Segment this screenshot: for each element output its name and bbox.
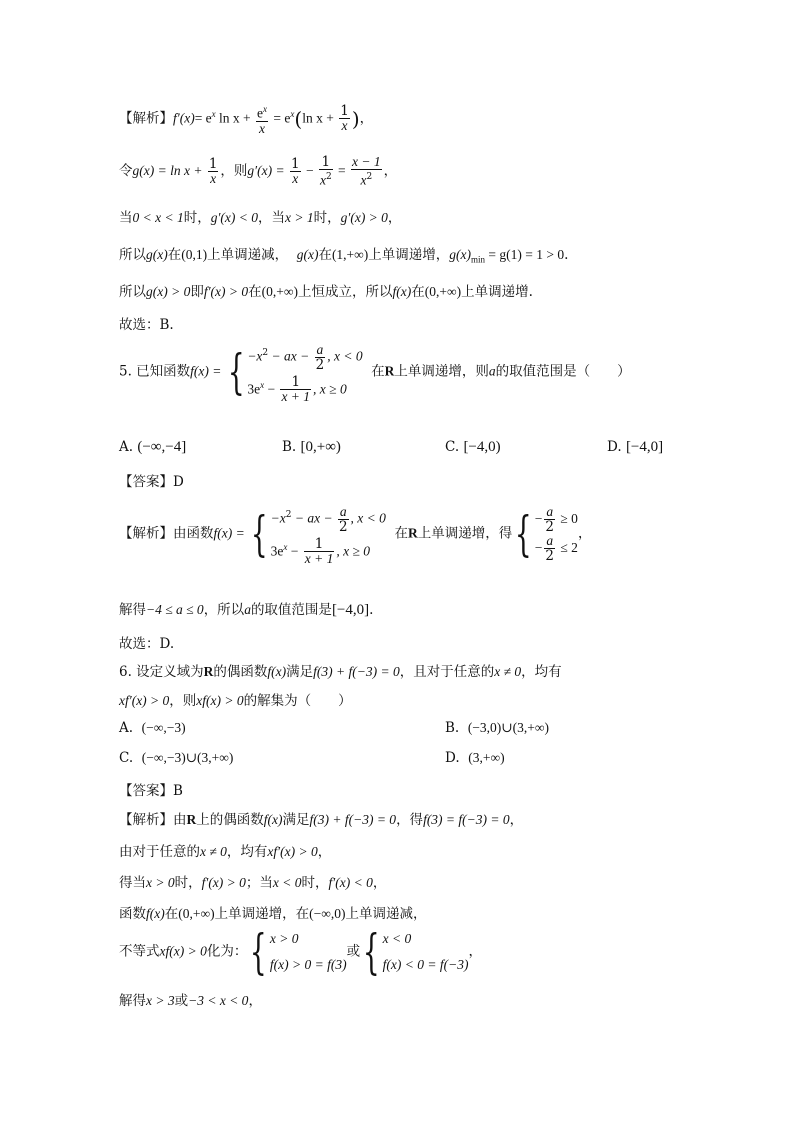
solution-5-result	[119, 598, 373, 619]
fraction: $\frac{1}{x^2}$	[319, 154, 332, 188]
fraction: $\frac{1}{x}$	[290, 155, 300, 186]
math: x ≠ 0	[200, 844, 227, 859]
solution-6-line-5	[119, 926, 482, 978]
text: ，	[317, 844, 332, 860]
punct: ，	[359, 110, 374, 127]
solution-line-derivative-f	[119, 102, 373, 136]
text: 上的偶函数	[196, 812, 264, 828]
left-brace: {	[250, 924, 268, 980]
text: ，所以	[203, 602, 245, 618]
text: 上单调递增.	[461, 284, 533, 300]
text: ；当	[245, 875, 273, 891]
math: f(x)	[267, 664, 287, 679]
analysis-label: 【解析】	[119, 110, 173, 127]
exp2: x	[290, 108, 295, 119]
text: 在	[164, 906, 179, 922]
text: 上单调递增，则	[394, 363, 489, 380]
minus: −	[302, 162, 317, 178]
text: 上单调递减，	[207, 247, 289, 263]
math: f(x) =	[190, 363, 225, 379]
text: 6. 设定义域为	[119, 664, 204, 680]
solution-line-monotonic-g	[119, 243, 568, 265]
lnx: ln x +	[215, 110, 255, 126]
option-b[interactable]	[282, 439, 341, 456]
answer-label: 【答案】B	[119, 783, 183, 799]
text: 函数	[119, 906, 146, 922]
math: f(3) + f(−3) = 0	[309, 812, 397, 827]
text: 即	[190, 284, 204, 300]
text: 上单调递减，	[345, 906, 427, 922]
subscript: min	[471, 254, 486, 265]
gprime: g′(x) =	[247, 162, 288, 178]
text: 或	[346, 943, 361, 960]
option-letter: B.	[445, 720, 460, 736]
text: 在	[318, 247, 332, 263]
paren: (	[294, 106, 303, 131]
option-letter: A.	[119, 720, 134, 736]
option-value: [−4,0]	[625, 439, 664, 455]
math: g(x)	[449, 247, 472, 262]
option-a[interactable]	[119, 720, 186, 736]
option-letter: C.	[445, 439, 460, 455]
option-value: (−∞,−4]	[137, 439, 187, 455]
text: 时，	[301, 875, 329, 891]
solution-6-line-3	[119, 871, 386, 891]
math: g(x)	[146, 247, 168, 262]
option-value: (−3,0)∪(3,+∞)	[467, 720, 549, 735]
math: f(x)	[146, 906, 165, 921]
text: .	[564, 247, 569, 263]
math: x > 1	[285, 210, 314, 225]
option-d[interactable]	[445, 750, 505, 766]
math: g′(x) > 0	[340, 210, 388, 225]
math: xf′(x) > 0	[267, 844, 318, 859]
math: 0 < x < 1	[132, 210, 184, 225]
math: (1,+∞)	[331, 247, 369, 262]
option-c[interactable]	[119, 750, 233, 766]
option-value: (−∞,−3)	[141, 720, 186, 735]
text: ，	[387, 210, 402, 226]
option-c[interactable]	[445, 439, 501, 456]
math: g(x) > 0	[146, 284, 191, 299]
math: (0,+∞)	[178, 906, 215, 921]
math: (0,1)	[181, 247, 208, 262]
solution-line-sign-gprime	[119, 206, 401, 226]
math: −3 < x < 0	[188, 993, 249, 1008]
text: ，	[248, 993, 262, 1009]
text: ，则	[169, 693, 197, 709]
fraction: $\frac{x - 1}{x^2}$	[352, 154, 381, 188]
text: 的偶函数	[213, 664, 268, 680]
real-set: R	[203, 664, 214, 679]
left-brace: {	[362, 924, 380, 980]
solution-6-line-2	[119, 840, 331, 860]
text: 上恒成立，所以	[298, 284, 393, 300]
text: 化为：	[206, 943, 248, 960]
left-brace: {	[250, 506, 268, 562]
left-brace: {	[227, 344, 245, 400]
math: g′(x) < 0	[210, 210, 259, 225]
math: a	[488, 363, 496, 379]
text: 时，	[174, 875, 202, 891]
g-def: g(x) = ln x +	[132, 162, 206, 178]
system-cases: x < 0 f(x) < 0 = f(−3)	[382, 931, 469, 972]
text: 在	[167, 247, 182, 263]
text: 上单调递增，得	[417, 525, 513, 542]
math: x ≠ 0	[494, 664, 522, 679]
exp: x	[211, 108, 216, 119]
math: g(x)	[296, 247, 319, 262]
text: ，	[372, 875, 387, 891]
text: 在	[371, 363, 385, 380]
text: 所以	[119, 284, 146, 300]
solution-6-line-1	[119, 808, 523, 828]
math: f(x)	[392, 284, 412, 299]
math: (0,+∞)	[424, 284, 462, 299]
text: ，当	[258, 210, 286, 226]
text: 上单调递增，	[368, 247, 450, 263]
paren: )	[351, 106, 360, 131]
text: .	[369, 602, 374, 618]
math: f′(x) > 0	[201, 875, 246, 890]
option-value: [0,+∞)	[300, 439, 341, 455]
math: f(3) + f(−3) = 0	[313, 664, 400, 679]
option-d[interactable]	[607, 439, 663, 456]
math: f(x)	[263, 812, 283, 827]
math: f′(x) > 0	[203, 284, 249, 299]
option-letter: B.	[282, 439, 297, 455]
text: 解得	[119, 993, 146, 1009]
eq2: = e	[270, 110, 291, 126]
option-letter: C.	[119, 750, 134, 766]
text: 不等式	[119, 943, 160, 960]
text: 或	[174, 993, 189, 1009]
solution-line-conclusion-f	[119, 280, 533, 300]
math: xf′(x) > 0	[119, 693, 170, 708]
text: 时，	[313, 210, 341, 226]
math: a	[244, 602, 251, 617]
option-value: [−4,0)	[463, 439, 501, 455]
text: 满足	[286, 664, 314, 680]
option-value: (3,+∞)	[468, 750, 505, 765]
math: xf(x) > 0	[159, 943, 207, 959]
piecewise-cases: $-x^2$ − ax − $\frac{a}{2}$ , x < 0 $3e^x$ − $\frac{1}{x + 1}$ , x ≥ 0	[247, 341, 363, 404]
text: ，均有	[521, 664, 562, 680]
answer-choice-line: 故选：B.	[119, 317, 174, 333]
text: 的取值范围是	[250, 602, 332, 618]
text: ，	[509, 812, 524, 828]
math: x > 0	[146, 875, 175, 890]
math: xf(x) > 0	[196, 693, 244, 708]
system-cases: x > 0 f(x) > 0 = f(3)	[269, 931, 347, 972]
left-brace: {	[515, 506, 532, 562]
text: 在	[248, 284, 262, 300]
question-number: 5. 已知函数	[119, 363, 191, 380]
solution-6-line-6	[119, 989, 262, 1009]
real-set: R	[384, 363, 395, 379]
question-6-cont	[119, 689, 352, 709]
math: (0,+∞)	[261, 284, 298, 299]
text: 满足	[282, 812, 310, 828]
real-set: R	[408, 525, 418, 541]
option-value: (−∞,−3)∪(3,+∞)	[141, 750, 234, 765]
option-letter: D.	[607, 439, 622, 455]
math: f(x) =	[213, 525, 249, 541]
text: 的取值范围是（ ）	[495, 363, 631, 380]
text: ，得	[396, 812, 424, 828]
math: f′(x) < 0	[328, 875, 373, 890]
math: −4 ≤ a ≤ 0	[146, 602, 204, 617]
math: x < 0	[272, 875, 302, 890]
solution-5	[119, 502, 591, 566]
text: 【解析】由	[119, 812, 187, 828]
math: (−∞,0)	[309, 906, 346, 921]
math: x > 3	[146, 993, 175, 1008]
text: 所以	[119, 247, 146, 263]
system-cases: − $\frac{a}{2}$ ≥ 0 − $\frac{a}{2}$ ≤ 2	[534, 504, 578, 564]
text: 解得	[119, 602, 146, 618]
text: ，且对于任意的	[399, 664, 495, 680]
punct: ，	[577, 525, 592, 542]
question-6	[119, 660, 562, 680]
real-set: R	[186, 812, 197, 827]
text: 当	[119, 210, 133, 226]
answer-choice-line: 故选：D.	[119, 636, 175, 652]
math: f(3) = f(−3) = 0	[423, 812, 510, 827]
option-letter: D.	[445, 750, 460, 766]
fraction: $\frac{1}{x}$	[208, 155, 218, 186]
option-letter: A.	[119, 439, 134, 455]
text: 时，	[183, 210, 211, 226]
question-5	[119, 340, 631, 404]
option-a[interactable]	[119, 439, 186, 456]
text: 在	[394, 525, 408, 542]
option-b[interactable]	[445, 720, 549, 736]
text: 的解集为（ ）	[243, 693, 352, 709]
eq: = e	[194, 110, 212, 126]
answer-label: 【答案】D	[119, 474, 184, 490]
punct: ，	[383, 162, 398, 179]
text: ，则	[220, 162, 248, 179]
eq: =	[334, 162, 350, 178]
ln2: ln x +	[302, 110, 338, 126]
text: ，均有	[226, 844, 268, 860]
fraction: $\frac{1}{x}$	[340, 103, 349, 134]
text: 令	[119, 162, 133, 179]
math: = g(1) = 1 > 0	[485, 247, 565, 262]
text: 得当	[119, 875, 146, 891]
text: 上单调递增，在	[214, 906, 310, 922]
math: [−4,0]	[331, 602, 370, 618]
solution-6-line-4	[119, 902, 426, 922]
text: 由对于任意的	[119, 844, 200, 860]
fraction: $\frac{e^x}{x}$	[257, 104, 268, 136]
text: 在	[411, 284, 425, 300]
text: 【解析】由函数	[119, 525, 214, 542]
fprime: f′(x)	[173, 110, 195, 126]
solution-line-define-g	[119, 155, 397, 188]
punct: ，	[468, 943, 482, 960]
piecewise-cases: $-x^2$ − ax − $\frac{a}{2}$ , x < 0 $3e^x$ − $\frac{1}{x + 1}$ , x ≥ 0	[270, 503, 386, 566]
